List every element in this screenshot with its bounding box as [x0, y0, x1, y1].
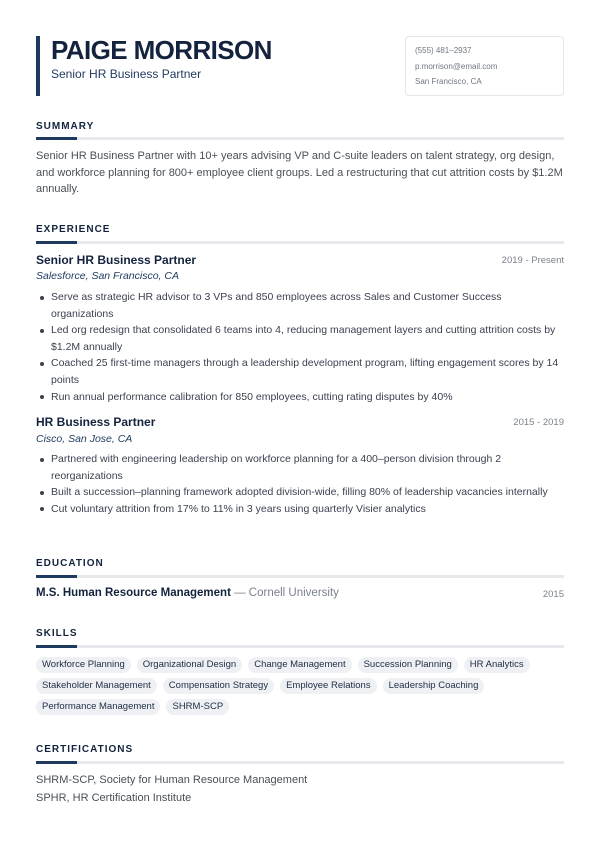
- certification-item: SHRM-SCP, Society for Human Resource Management: [36, 774, 308, 786]
- skill-chip: Succession Planning: [358, 657, 458, 673]
- skills-divider: [36, 645, 564, 648]
- skills-row: [36, 657, 564, 673]
- certifications-heading: CERTIFICATIONS: [36, 744, 134, 755]
- candidate-title: Senior HR Business Partner: [51, 67, 202, 81]
- certification-item: SPHR, HR Certification Institute: [36, 792, 192, 804]
- experience-divider: [36, 241, 564, 244]
- education-entry: [36, 587, 339, 599]
- skill-chip: Organizational Design: [137, 657, 242, 673]
- job-dates: 2019 - Present: [501, 255, 564, 266]
- education-year: 2015: [542, 589, 564, 600]
- skill-chip: Stakeholder Management: [36, 678, 157, 694]
- job-company: Salesforce, San Francisco, CA: [36, 270, 179, 282]
- skills-divider-accent: [36, 645, 77, 648]
- certifications-divider: [36, 761, 564, 764]
- education-divider: [36, 575, 564, 578]
- education-divider-accent: [36, 575, 77, 578]
- skills-heading: SKILLS: [36, 628, 78, 639]
- job-bullet: Built a succession–planning framework adopted division-wide, filling 80% of leadership vacancies internally: [36, 484, 564, 501]
- job-bullets: [36, 451, 564, 517]
- education-separator: —: [230, 587, 249, 599]
- skill-chip: Leadership Coaching: [383, 678, 485, 694]
- skill-chip: Compensation Strategy: [163, 678, 274, 694]
- contact-box: [405, 36, 564, 96]
- summary-divider-accent: [36, 137, 77, 140]
- job-bullet: Cut voluntary attrition from 17% to 11% in 3 years using quarterly Visier analytics: [36, 501, 564, 518]
- education-degree: M.S. Human Resource Management: [36, 587, 231, 599]
- contact-location: San Francisco, CA: [415, 77, 482, 86]
- job-dates: 2015 - 2019: [513, 417, 564, 428]
- skills-list: [36, 657, 564, 720]
- job-company: Cisco, San Jose, CA: [36, 433, 133, 445]
- certifications-list: [36, 771, 564, 807]
- job-bullet: Serve as strategic HR advisor to 3 VPs and 850 employees across Sales and Customer Success organizations: [36, 289, 564, 322]
- job-bullet: Partnered with engineering leadership on workforce planning for a 400–person division through 2 reorganizations: [36, 451, 564, 484]
- header-accent-bar: [36, 36, 40, 96]
- skill-chip: HR Analytics: [464, 657, 530, 673]
- job-bullet: Run annual performance calibration for 850 employees, cutting rating disputes by 40%: [36, 389, 564, 406]
- education-school: Cornell University: [248, 587, 339, 599]
- skill-chip: Employee Relations: [280, 678, 377, 694]
- job-bullet: Coached 25 first-time managers through a leadership development program, lifting engagement scores by 14 points: [36, 355, 564, 388]
- skill-chip: Performance Management: [36, 699, 160, 715]
- job-bullets: [36, 289, 564, 405]
- job-title: HR Business Partner: [36, 415, 156, 429]
- skill-chip: SHRM-SCP: [166, 699, 229, 715]
- experience-heading: EXPERIENCE: [36, 224, 111, 235]
- experience-divider-accent: [36, 241, 77, 244]
- resume-header: [36, 36, 564, 96]
- candidate-name: PAIGE MORRISON: [51, 35, 272, 65]
- contact-email: p.morrison@email.com: [415, 61, 498, 71]
- summary-divider: [36, 137, 564, 140]
- summary-heading: SUMMARY: [36, 121, 95, 132]
- job-bullet: Led org redesign that consolidated 6 teams into 4, reducing management layers and cutting attrition costs by $1.2M annually: [36, 322, 564, 355]
- certifications-divider-accent: [36, 761, 77, 764]
- skills-row: [36, 678, 564, 694]
- skill-chip: Change Management: [248, 657, 351, 673]
- education-heading: EDUCATION: [36, 558, 104, 569]
- contact-phone: (555) 481–2937: [415, 46, 472, 55]
- summary-text: Senior HR Business Partner with 10+ years advising VP and C-suite leaders on talent strategy, org design, and workforce planning for 800+ employee client groups. Led a restructuring that cut attrition costs by $1.2M annually.: [36, 150, 563, 196]
- job-title: Senior HR Business Partner: [36, 253, 197, 267]
- skills-row: [36, 699, 564, 715]
- skill-chip: Workforce Planning: [36, 657, 131, 673]
